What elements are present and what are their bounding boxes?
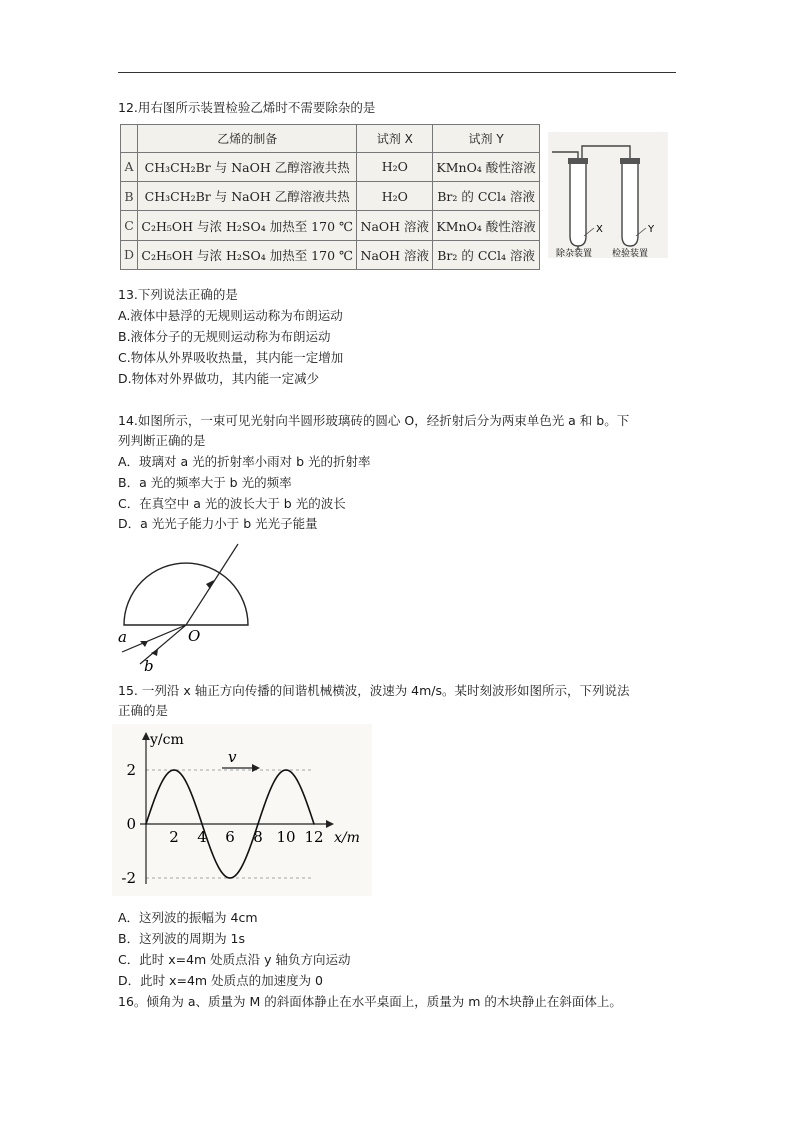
- row-prep: CH₃CH₂Br 与 NaOH 乙醇溶液共热: [138, 182, 357, 211]
- header-rule: [118, 72, 676, 73]
- ray-b-arrow: [151, 649, 158, 656]
- y-axis-label: y/cm: [150, 732, 184, 748]
- q13-option-c: C.物体从外界吸收热量，其内能一定增加: [118, 350, 344, 365]
- stopper-y: [620, 158, 640, 164]
- q12-apparatus-figure: [548, 132, 668, 258]
- row-option: D: [121, 240, 138, 269]
- table-row: [121, 182, 540, 211]
- row-option: C: [121, 211, 138, 240]
- label-a: a: [118, 628, 127, 646]
- q15-stem-line2: 正确的是: [118, 703, 169, 718]
- q13-option-b: B.液体分子的无规则运动称为布朗运动: [118, 329, 331, 344]
- q15-option-b: B．这列波的周期为 1s: [118, 931, 246, 946]
- row-option: B: [121, 182, 138, 211]
- label-x: X: [596, 224, 603, 235]
- label-y: Y: [648, 224, 655, 235]
- row-reagent-x: NaOH 溶液: [357, 240, 433, 269]
- table-row: [121, 211, 540, 240]
- row-reagent-y: KMnO₄ 酸性溶液: [433, 152, 540, 181]
- x-tick-label: 10: [276, 828, 296, 846]
- ray-a: [122, 625, 186, 652]
- row-prep: CH₃CH₂Br 与 NaOH 乙醇溶液共热: [138, 152, 357, 181]
- q12-stem: 12.用右图所示装置检验乙烯时不需要除杂的是: [118, 100, 376, 115]
- test-tube-x: [570, 162, 586, 246]
- row-prep: C₂H₅OH 与浓 H₂SO₄ 加热至 170 ℃: [138, 211, 357, 240]
- y-tick-label: 2: [126, 761, 136, 779]
- x-tick-label: 12: [304, 828, 324, 846]
- label-o: O: [188, 627, 201, 645]
- table-header-prep: 乙烯的制备: [138, 125, 357, 153]
- row-reagent-x: H₂O: [357, 182, 433, 211]
- stopper-x: [568, 158, 588, 164]
- table-row: [121, 152, 540, 181]
- label-b: b: [144, 657, 154, 672]
- row-option: A: [121, 152, 138, 181]
- q16-stem: 16。倾角为 a、质量为 M 的斜面体静止在水平桌面上，质量为 m 的木块静止在斜面体上。: [118, 994, 622, 1009]
- table-header-row: [121, 125, 540, 153]
- caption-purification: 除杂装置: [556, 249, 593, 258]
- table-header-y: 试剂 Y: [433, 125, 540, 153]
- test-tube-y: [622, 162, 638, 246]
- row-reagent-y: Br₂ 的 CCl₄ 溶液: [433, 240, 540, 269]
- table-header-blank: [121, 125, 138, 153]
- q14-prism-figure: [118, 540, 268, 672]
- q15-wave-chart: [112, 724, 372, 896]
- q15-option-d: D．此时 x=4m 处质点的加速度为 0: [118, 973, 323, 988]
- x-tick-label: 6: [225, 828, 235, 846]
- x-tick-label: 4: [197, 828, 207, 846]
- q12-table: [120, 124, 540, 270]
- semicircle-glass: [124, 563, 248, 625]
- row-reagent-y: KMnO₄ 酸性溶液: [433, 211, 540, 240]
- row-reagent-x: H₂O: [357, 152, 433, 181]
- row-reagent-x: NaOH 溶液: [357, 211, 433, 240]
- q14-option-b: B．a 光的频率大于 b 光的频率: [118, 475, 292, 490]
- q15-stem-line1: 15. 一列沿 x 轴正方向传播的间谐机械横波，波速为 4m/s。某时刻波形如图所示，下列说法: [118, 683, 630, 698]
- row-reagent-y: Br₂ 的 CCl₄ 溶液: [433, 182, 540, 211]
- y-tick-label: 0: [126, 815, 136, 833]
- q14-stem-line2: 列判断正确的是: [118, 433, 206, 448]
- velocity-label: v: [228, 748, 237, 766]
- q14-option-a: A．玻璃对 a 光的折射率小雨对 b 光的折射率: [118, 454, 371, 469]
- q15-option-a: A．这列波的振幅为 4cm: [118, 910, 258, 925]
- q15-option-c: C．此时 x=4m 处质点沿 y 轴负方向运动: [118, 952, 351, 967]
- row-prep: C₂H₅OH 与浓 H₂SO₄ 加热至 170 ℃: [138, 240, 357, 269]
- q13-option-d: D.物体对外界做功，其内能一定减少: [118, 371, 320, 386]
- table-header-x: 试剂 X: [357, 125, 433, 153]
- q13-stem: 13.下列说法正确的是: [118, 287, 238, 302]
- x-tick-label: 2: [169, 828, 179, 846]
- y-tick-label: -2: [121, 869, 136, 887]
- table-row: [121, 240, 540, 269]
- q14-option-c: C．在真空中 a 光的波长大于 b 光的波长: [118, 496, 346, 511]
- q13-option-a: A.液体中悬浮的无规则运动称为布朗运动: [118, 308, 343, 323]
- q14-stem-line1: 14.如图所示，一束可见光射向半圆形玻璃砖的圆心 O，经折射后分为两束单色光 a 和 b。下: [118, 413, 630, 428]
- q14-option-d: D．a 光光子能力小于 b 光光子能量: [118, 516, 318, 531]
- x-axis-label: x/m: [334, 830, 360, 846]
- caption-detection: 检验装置: [612, 249, 649, 258]
- q12-table-figure: [120, 124, 540, 270]
- x-tick-label: 8: [253, 828, 263, 846]
